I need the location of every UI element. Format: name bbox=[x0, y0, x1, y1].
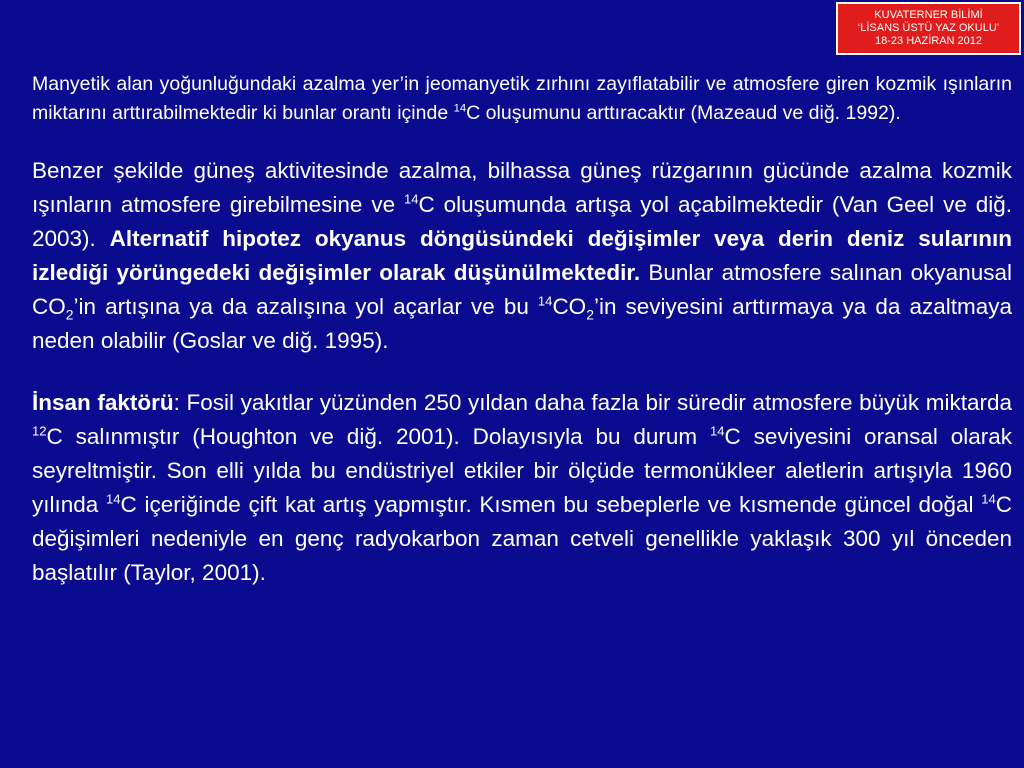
p3-superscript-14-b: 14 bbox=[106, 491, 121, 507]
p2-superscript-14: 14 bbox=[403, 191, 419, 207]
p3-text-b: C salınmıştır (Houghton ve diğ. 2001). Dolayısıyla bu durum bbox=[46, 424, 711, 449]
paragraph-solar-activity bbox=[32, 154, 1012, 358]
p2-text-c: Bunlar atmosfere salınan okyanusal CO bbox=[32, 260, 1012, 319]
badge-line-3: 18-23 HAZİRAN 2012 bbox=[875, 35, 982, 47]
p3-bold-human-factor: İnsan faktörü bbox=[32, 390, 174, 415]
p2-text-a: Benzer şekilde güneş aktivitesinde azalma, bilhassa güneş rüzgarının gücünde azalma kozmik ışınların atmosfere girebilmesine ve bbox=[32, 158, 1012, 217]
paragraph-magnetic-field bbox=[32, 70, 1012, 128]
p3-superscript-14-c: 14 bbox=[981, 491, 996, 507]
p2-text-b: C oluşumunda artışa yol açabilmektedir (Van Geel ve diğ. 2003). bbox=[32, 192, 1013, 251]
p3-superscript-14: 14 bbox=[710, 423, 725, 439]
badge-line-1: KUVATERNER BİLİMİ bbox=[874, 9, 983, 21]
p2-superscript-14-b: 14 bbox=[537, 293, 553, 309]
p1-superscript-14: 14 bbox=[453, 102, 467, 115]
p3-text-c: C seviyesini oransal olarak seyreltmiştir. Son elli yılda bu endüstriyel etkiler bir ölçüde termonükleer aletlerin artışıyla 1960 yılında bbox=[32, 424, 1012, 517]
p2-text-d: ’in artışına ya da azalışına yol açarlar ve bu bbox=[73, 294, 538, 319]
event-badge bbox=[836, 2, 1021, 55]
p3-text-e: C değişimleri nedeniyle en genç radyokarbon zaman cetveli genellikle yaklaşık 300 yıl önceden başlatılır (Taylor, 2001). bbox=[32, 492, 1012, 585]
p3-superscript-12: 12 bbox=[32, 423, 47, 439]
p1-text-b: C oluşumunu arttıracaktır (Mazeaud ve diğ. 1992). bbox=[466, 102, 901, 124]
p2-subscript-2: 2 bbox=[65, 306, 74, 323]
p3-text-a: : Fosil yakıtlar yüzünden 250 yıldan daha fazla bir süredir atmosfere büyük miktarda bbox=[173, 390, 1012, 415]
p3-text-d: C içeriğinde çift kat artış yapmıştır. Kısmen bu sebeplerle ve kısmende güncel doğal bbox=[120, 492, 982, 517]
p2-bold-hypothesis: Alternatif hipotez okyanus döngüsündeki değişimler veya derin deniz sularının izlediği yörüngedeki değişimler olarak düşünülmektedir. bbox=[32, 226, 1012, 285]
paragraph-human-factor bbox=[32, 386, 1012, 590]
p2-subscript-2-b: 2 bbox=[586, 306, 594, 323]
badge-line-2: ‘LİSANS ÜSTÜ YAZ OKULU’ bbox=[857, 22, 1000, 34]
slide-content bbox=[32, 70, 1012, 590]
p1-text-a: Manyetik alan yoğunluğundaki azalma yer’in jeomanyetik zırhını zayıflatabilir ve atmosfere giren kozmik ışınların miktarını arttırabilmektedir ki bunlar orantı içinde bbox=[32, 73, 1012, 124]
p2-text-f: ’in seviyesini arttırmaya ya da azaltmaya neden olabilir (Goslar ve diğ. 1995). bbox=[32, 294, 1012, 353]
p2-text-e: CO bbox=[552, 294, 587, 319]
